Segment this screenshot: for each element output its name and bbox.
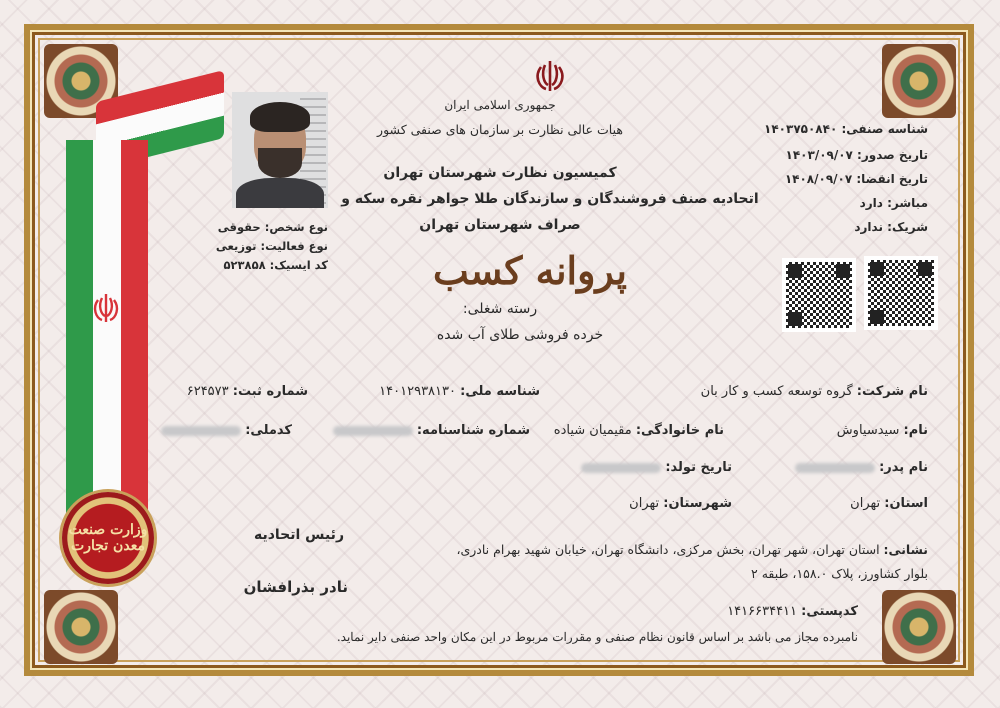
address-line2: بلوار کشاورز، پلاک ۱۵۸.۰، طبقه ۲ bbox=[751, 566, 928, 581]
address-line1: استان تهران، شهر تهران، بخش مرکزی، دانشگاه تهران، خیابان شهید بهرام نادری، bbox=[456, 542, 880, 557]
family-name-field bbox=[554, 423, 724, 438]
isic-code: کد ایسیک: ۵۲۳۸۵۸ bbox=[223, 258, 328, 272]
signature-name: نادر بذرافشان bbox=[243, 578, 348, 596]
postal-code-field bbox=[727, 604, 858, 619]
owner-photo bbox=[232, 92, 328, 208]
redacted-value bbox=[795, 463, 875, 473]
activity-type: نوع فعالیت: توزیعی bbox=[215, 239, 328, 253]
id-number-field bbox=[333, 423, 530, 438]
seal-text: وزارت صنعت معدن تجارت bbox=[68, 522, 148, 554]
family-name-label: نام خانوادگی: bbox=[635, 423, 724, 438]
city-value: تهران bbox=[629, 496, 660, 511]
corner-ornament bbox=[44, 590, 118, 664]
registration-label: شماره ثبت: bbox=[232, 384, 308, 399]
address-label: نشانی: bbox=[883, 542, 928, 557]
city-label: شهرستان: bbox=[663, 496, 732, 511]
national-code-label: کدملی: bbox=[245, 423, 292, 438]
republic-name: جمهوری اسلامی ایران bbox=[444, 98, 556, 112]
redacted-value bbox=[161, 426, 241, 436]
id-number-label: شماره شناسنامه: bbox=[416, 423, 530, 438]
father-name-field bbox=[795, 460, 928, 475]
board-name: هیات عالی نظارت بر سازمان های صنفی کشور bbox=[377, 122, 623, 137]
national-id-label: شناسه ملی: bbox=[460, 384, 540, 399]
company-value: گروه توسعه کسب و کار بان bbox=[700, 384, 853, 399]
postal-code-label: کدپستی: bbox=[801, 604, 858, 619]
birth-date-label: تاریخ تولد: bbox=[665, 460, 732, 475]
issue-date: تاریخ صدور: ۱۴۰۳/۰۹/۰۷ bbox=[785, 148, 928, 162]
qr-code bbox=[786, 262, 852, 328]
trade-label: رسته شغلی: bbox=[462, 301, 538, 317]
national-id-value: ۱۴۰۱۲۹۳۸۱۳۰ bbox=[379, 384, 456, 399]
first-name-value: سیدسیاوش bbox=[836, 423, 900, 438]
company-field bbox=[701, 384, 928, 399]
birth-date-field bbox=[581, 460, 732, 475]
first-name-label: نام: bbox=[903, 423, 928, 438]
registration-value: ۶۲۴۵۷۳ bbox=[186, 384, 229, 399]
redacted-value bbox=[333, 426, 413, 436]
national-code-field bbox=[161, 423, 292, 438]
corner-ornament bbox=[882, 44, 956, 118]
father-name-label: نام پدر: bbox=[879, 460, 928, 475]
commission-name: کمیسیون نظارت شهرستان تهران bbox=[383, 165, 617, 181]
address-field bbox=[456, 542, 928, 557]
national-id-field bbox=[379, 384, 540, 399]
postal-code-value: ۱۴۱۶۶۳۴۴۱۱ bbox=[727, 604, 798, 619]
partner: شریک: ندارد bbox=[854, 220, 928, 234]
signature-role: رئیس اتحادیه bbox=[253, 527, 344, 543]
footer-note: نامبرده مجاز می باشد بر اساس قانون نظام صنفی و مقررات مربوط در این مکان واحد صنفی دایر نماید. bbox=[336, 630, 858, 644]
registration-field bbox=[187, 384, 308, 399]
union-name-line2: صراف شهرستان تهران bbox=[419, 217, 581, 233]
city-field bbox=[629, 496, 732, 511]
first-name-field bbox=[837, 423, 928, 438]
family-name-value: مقیمیان شیاده bbox=[553, 423, 632, 438]
expiry-date: تاریخ انقضا: ۱۴۰۸/۰۹/۰۷ bbox=[784, 172, 928, 186]
guild-id: شناسه صنفی: ۱۴۰۳۷۵۰۸۴۰ bbox=[764, 122, 928, 136]
iran-emblem-icon bbox=[88, 290, 124, 326]
direct-manager: مباشر: دارد bbox=[859, 196, 928, 210]
iran-emblem-icon bbox=[532, 58, 568, 94]
union-name-line1: اتحادیه صنف فروشندگان و سازندگان طلا جواهر نقره سکه و bbox=[341, 191, 759, 207]
qr-code bbox=[868, 260, 934, 326]
ministry-seal bbox=[62, 492, 154, 584]
province-field bbox=[850, 496, 928, 511]
corner-ornament bbox=[882, 590, 956, 664]
person-type: نوع شخص: حقوقی bbox=[217, 220, 328, 234]
document-title: پروانه کسب bbox=[433, 248, 627, 293]
trade-value: خرده فروشی طلای آب شده bbox=[436, 327, 604, 343]
redacted-value bbox=[581, 463, 661, 473]
province-value: تهران bbox=[850, 496, 881, 511]
company-label: نام شرکت: bbox=[856, 384, 928, 399]
province-label: استان: bbox=[884, 496, 928, 511]
